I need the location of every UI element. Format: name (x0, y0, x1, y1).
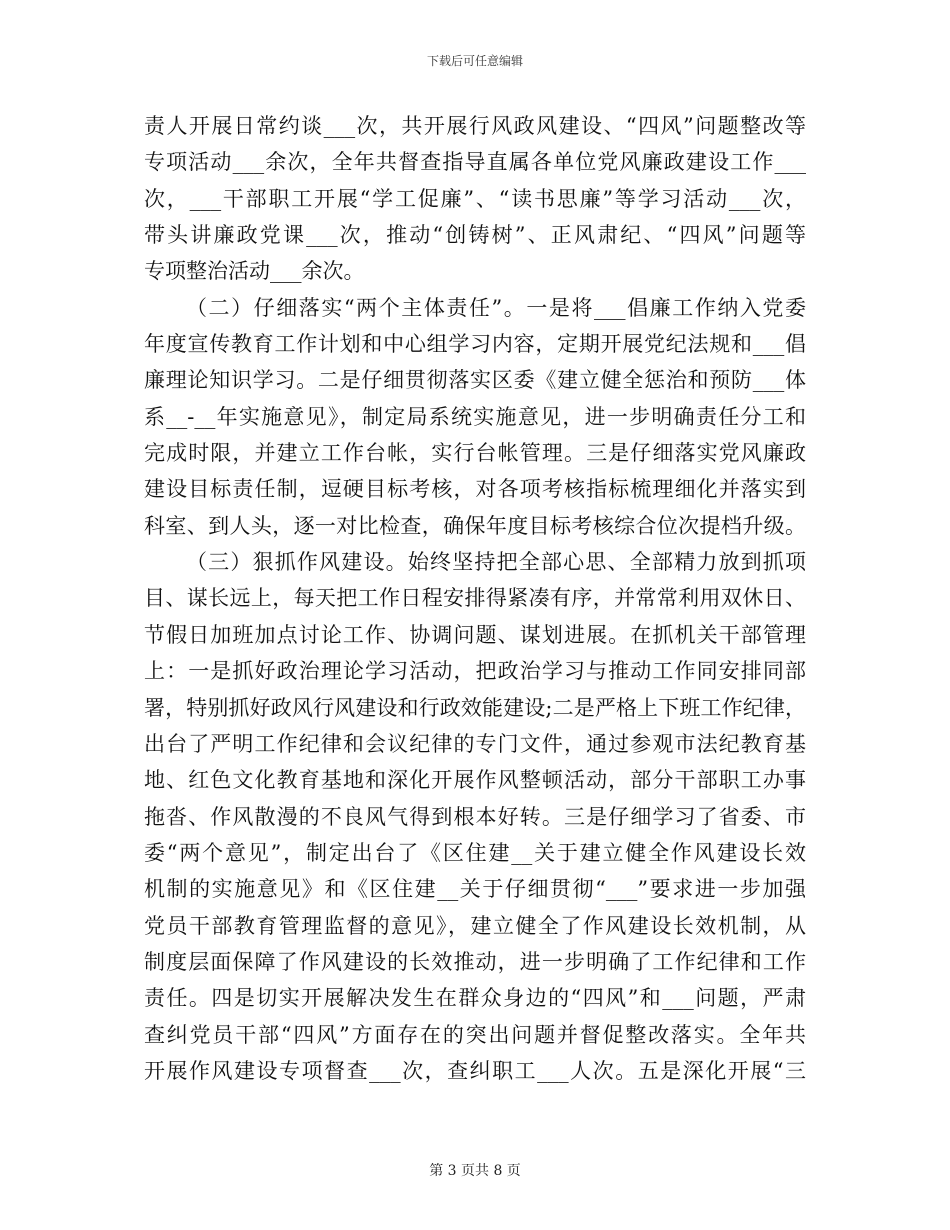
text-line: 专项活动___余次，全年共督查指导直属各单位党风廉政建设工作___ (144, 150, 806, 175)
text-line: 廉理论知识学习。二是仔细贯彻落实区委《建立健全惩治和预防___体 (144, 368, 806, 393)
document-body (144, 108, 806, 1089)
text-line: 系__-__年实施意见》，制定局系统实施意见，进一步明确责任分工和 (144, 404, 806, 429)
text-line: 专项整治活动___余次。 (144, 259, 365, 284)
text-line: 目、谋长远上，每天把工作日程安排得紧凑有序，并常常利用双休日、 (144, 586, 806, 611)
text-line: 节假日加班加点讨论工作、协调问题、谋划进展。在抓机关干部管理 (144, 622, 806, 647)
text-line: 完成时限，并建立工作台帐，实行台帐管理。三是仔细落实党风廉政 (144, 441, 806, 466)
text-line: 年度宣传教育工作计划和中心组学习内容，定期开展党纪法规和___倡 (144, 332, 806, 357)
page-footer: 第 3 页共 8 页 (429, 1163, 521, 1179)
text-line: 次，___干部职工开展“学工促廉”、“读书思廉”等学习活动___次， (144, 186, 806, 211)
text-line: 责人开展日常约谈___次，共开展行风政风建设、“四风”问题整改等 (144, 114, 806, 138)
text-line: 科室、到人头，逐一对比检查，确保年度目标考核综合位次提档升级。 (144, 513, 806, 538)
text-line: 拖沓、作风散漫的不良风气得到根本好转。三是仔细学习了省委、市 (144, 804, 806, 829)
text-line: （三）狠抓作风建设。始终坚持把全部心思、全部精力放到抓项 (186, 550, 806, 575)
text-line: 责任。四是切实开展解决发生在群众身边的“四风”和___问题，严肃 (144, 986, 806, 1011)
text-line: 开展作风建设专项督查___次，查纠职工___人次。五是深化开展“三 (144, 1058, 806, 1083)
text-line: 机制的实施意见》和《区住建__关于仔细贯彻“___”要求进一步加强 (144, 877, 806, 902)
text-line: 党员干部教育管理监督的意见》，建立健全了作风建设长效机制，从 (144, 913, 806, 938)
text-line: 委“两个意见”，制定出台了《区住建__关于建立健全作风建设长效 (144, 840, 806, 865)
text-line: 查纠党员干部“四风”方面存在的突出问题并督促整改落实。全年共 (144, 1022, 806, 1047)
page-header: 下载后可任意编辑 (426, 54, 523, 68)
text-line: （二）仔细落实“两个主体责任”。一是将___倡廉工作纳入党委 (186, 295, 806, 320)
text-line: 建设目标责任制，逗硬目标考核，对各项考核指标梳理细化并落实到 (144, 477, 806, 502)
text-line: 地、红色文化教育基地和深化开展作风整顿活动，部分干部职工办事 (144, 768, 806, 793)
text-line: 带头讲廉政党课___次，推动“创铸树”、正风肃纪、“四风”问题等 (144, 223, 806, 248)
text-line: 制度层面保障了作风建设的长效推动，进一步明确了工作纪律和工作 (144, 949, 806, 974)
text-line: 上：一是抓好政治理论学习活动，把政治学习与推动工作同安排同部 (144, 659, 806, 684)
text-line: 署，特别抓好政风行风建设和行政效能建设;二是严格上下班工作纪律， (144, 695, 806, 720)
text-line: 出台了严明工作纪律和会议纪律的专门文件，通过参观市法纪教育基 (144, 731, 806, 756)
